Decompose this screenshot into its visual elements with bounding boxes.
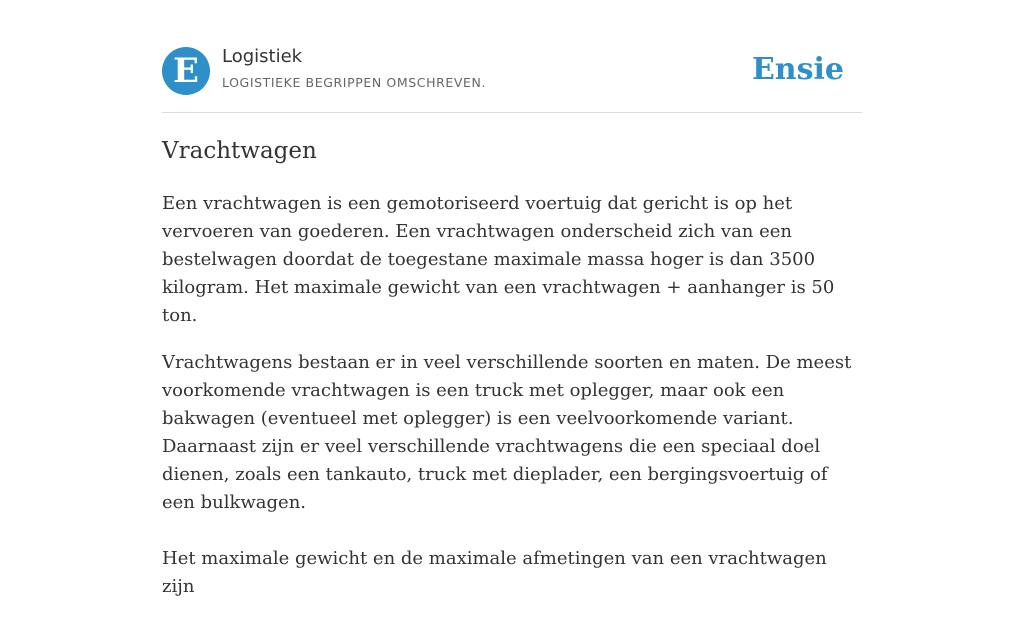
article-paragraph: Vrachtwagens bestaan er in veel verschillende soorten en maten. De meest voorkomende vrachtwagen is een truck met oplegger, maar ook een bakwagen (eventueel met oplegger) is een veelvoorkomende variant. Daarnaast zijn er veel verschillende vrachtwagens die een speciaal doel dienen, zoals een tankauto, truck met dieplader, een bergingsvoertuig of een bulkwagen. (162, 352, 852, 513)
ensie-brand-logo[interactable]: Ensie (751, 52, 844, 87)
site-title[interactable]: Logistiek (222, 46, 303, 67)
article-content (162, 190, 862, 620)
site-header (162, 0, 862, 113)
article-paragraph: Een vrachtwagen is een gemotoriseerd voertuig dat gericht is op het vervoeren van goederen. Een vrachtwagen onderscheid zich van een bestelwagen doordat de toegestane maximale massa hoger is dan 3500 kilogram. Het maximale gewicht van een vrachtwagen + aanhanger is 50 ton. (162, 193, 835, 326)
article-title: Vrachtwagen (162, 138, 317, 164)
site-logo-icon[interactable]: E (162, 47, 210, 95)
site-subtitle: LOGISTIEKE BEGRIPPEN OMSCHREVEN. (222, 75, 487, 90)
page (162, 0, 862, 597)
article-paragraph: Het maximale gewicht en de maximale afmetingen van een vrachtwagen zijn (162, 548, 827, 597)
